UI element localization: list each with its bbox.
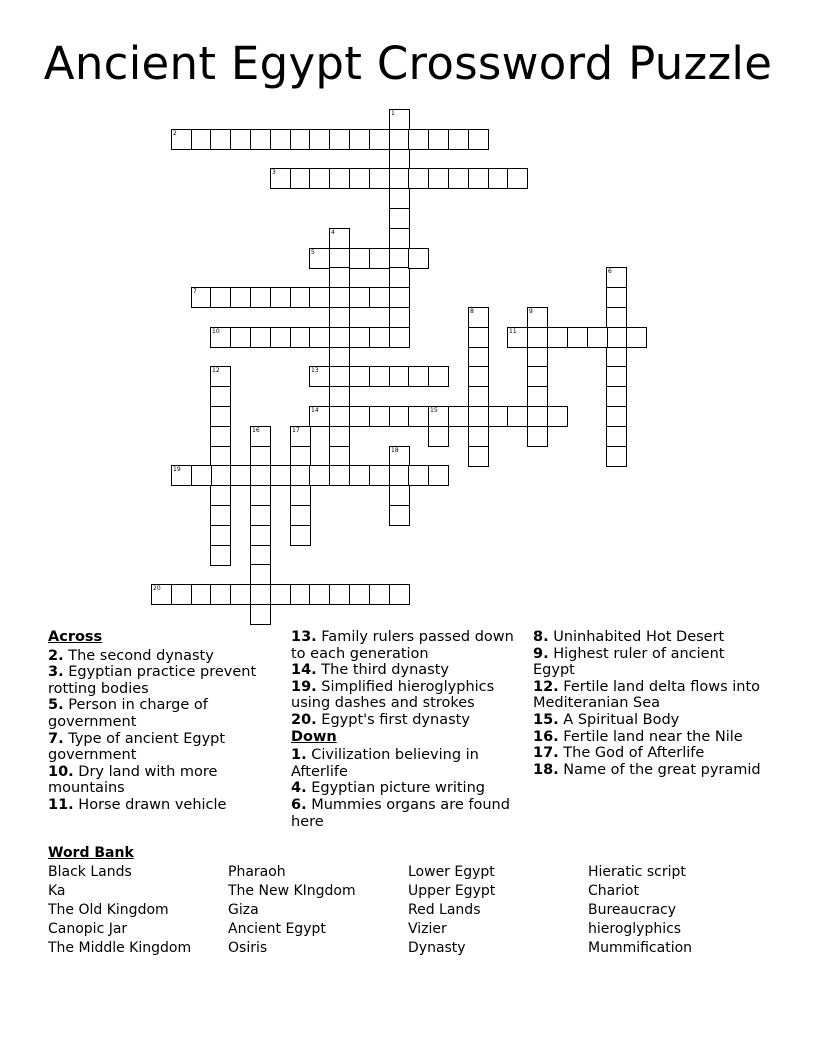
crossword-cell[interactable] xyxy=(468,327,489,348)
clue-across-19 xyxy=(291,679,523,712)
clue-number: 2. xyxy=(48,647,64,664)
word-bank-item: The Middle Kingdom xyxy=(48,940,192,956)
crossword-cell[interactable] xyxy=(329,327,350,348)
crossword-cell[interactable] xyxy=(270,584,291,605)
crossword-cell[interactable] xyxy=(270,287,291,308)
crossword-cell[interactable] xyxy=(369,168,390,189)
word-bank-item: The New KIngdom xyxy=(228,883,356,899)
crossword-cell[interactable] xyxy=(389,287,410,308)
crossword-cell[interactable] xyxy=(191,465,212,486)
crossword-cell[interactable] xyxy=(309,287,330,308)
crossword-cell[interactable] xyxy=(408,129,429,150)
clue-down-12 xyxy=(533,679,765,712)
crossword-cell[interactable] xyxy=(230,287,251,308)
down-header: Down xyxy=(291,728,337,745)
cell-number: 11 xyxy=(509,328,517,335)
crossword-cell[interactable] xyxy=(527,386,548,407)
clue-across-11 xyxy=(48,797,278,814)
crossword-cell[interactable] xyxy=(606,406,627,427)
crossword-cell[interactable] xyxy=(428,426,449,447)
clue-number: 16. xyxy=(533,728,559,745)
crossword-cell[interactable] xyxy=(329,446,350,467)
crossword-cell[interactable] xyxy=(171,465,192,486)
crossword-cell[interactable] xyxy=(270,168,291,189)
cell-number: 7 xyxy=(193,288,197,295)
crossword-cell[interactable] xyxy=(230,129,251,150)
clue-text: Mummies organs are found here xyxy=(291,796,510,830)
word-bank-item: Red Lands xyxy=(408,902,481,918)
crossword-cell[interactable] xyxy=(527,426,548,447)
crossword-cell[interactable] xyxy=(567,327,588,348)
crossword-cell[interactable] xyxy=(329,228,350,249)
crossword-cell[interactable] xyxy=(210,545,231,566)
crossword-cell[interactable] xyxy=(309,129,330,150)
word-bank-item: Canopic Jar xyxy=(48,921,128,937)
crossword-cell[interactable] xyxy=(290,465,311,486)
crossword-cell[interactable] xyxy=(309,406,330,427)
word-bank-item: Upper Egypt xyxy=(408,883,496,899)
crossword-cell[interactable] xyxy=(329,406,350,427)
word-bank-item: Osiris xyxy=(228,940,268,956)
word-bank-item: hieroglyphics xyxy=(588,921,682,937)
crossword-cell[interactable] xyxy=(428,366,449,387)
crossword-cell[interactable] xyxy=(428,406,449,427)
crossword-cell[interactable] xyxy=(389,129,410,150)
clue-text: Fertile land near the Nile xyxy=(563,728,743,745)
crossword-cell[interactable] xyxy=(389,485,410,506)
clue-text: Highest ruler of ancient Egypt xyxy=(533,645,725,679)
crossword-cell[interactable] xyxy=(210,287,231,308)
crossword-cell[interactable] xyxy=(290,446,311,467)
word-bank-item: Mummification xyxy=(588,940,693,956)
crossword-cell[interactable] xyxy=(210,505,231,526)
crossword-cell[interactable] xyxy=(428,465,449,486)
clue-down-1 xyxy=(291,747,523,780)
clue-across-7 xyxy=(48,731,278,764)
crossword-cell[interactable] xyxy=(210,485,231,506)
crossword-cell[interactable] xyxy=(527,366,548,387)
crossword-cell[interactable] xyxy=(389,149,410,170)
crossword-cell[interactable] xyxy=(290,485,311,506)
cell-number: 13 xyxy=(311,367,319,374)
crossword-cell[interactable] xyxy=(428,129,449,150)
crossword-cell[interactable] xyxy=(468,307,489,328)
clue-number: 1. xyxy=(291,747,307,764)
crossword-cell[interactable] xyxy=(488,168,509,189)
crossword-cell[interactable] xyxy=(507,327,528,348)
crossword-cell[interactable] xyxy=(171,584,192,605)
crossword-cell[interactable] xyxy=(329,584,350,605)
crossword-cell[interactable] xyxy=(389,208,410,229)
clue-down-8 xyxy=(533,629,765,646)
cell-number: 14 xyxy=(311,407,319,414)
crossword-cell[interactable] xyxy=(527,406,548,427)
crossword-cell[interactable] xyxy=(210,327,231,348)
crossword-cell[interactable] xyxy=(408,465,429,486)
clues-column-2 xyxy=(291,629,523,830)
crossword-cell[interactable] xyxy=(191,129,212,150)
clue-number: 12. xyxy=(533,678,559,695)
crossword-cell[interactable] xyxy=(329,426,350,447)
clue-across-3 xyxy=(48,664,278,697)
crossword-cell[interactable] xyxy=(349,366,370,387)
clue-text: Uninhabited Hot Desert xyxy=(553,629,725,645)
crossword-cell[interactable] xyxy=(250,505,271,526)
crossword-cell[interactable] xyxy=(606,347,627,368)
crossword-cell[interactable] xyxy=(250,287,271,308)
crossword-cell[interactable] xyxy=(151,584,172,605)
crossword-cell[interactable] xyxy=(389,307,410,328)
clue-number: 9. xyxy=(533,645,549,662)
word-bank-item: Lower Egypt xyxy=(408,864,495,880)
crossword-cell[interactable] xyxy=(369,366,390,387)
word-bank-item: Black Lands xyxy=(48,864,132,880)
cell-number: 8 xyxy=(470,308,474,315)
crossword-cell[interactable] xyxy=(349,129,370,150)
crossword-cell[interactable] xyxy=(329,248,350,269)
crossword-cell[interactable] xyxy=(270,129,291,150)
crossword-cell[interactable] xyxy=(309,248,330,269)
clue-across-13 xyxy=(291,629,523,662)
crossword-cell[interactable] xyxy=(408,406,429,427)
clue-number: 10. xyxy=(48,763,74,780)
crossword-cell[interactable] xyxy=(250,604,271,625)
clue-across-5 xyxy=(48,697,278,730)
crossword-cell[interactable] xyxy=(389,465,410,486)
word-bank-item: Vizier xyxy=(408,921,447,937)
crossword-cell[interactable] xyxy=(488,406,509,427)
crossword-cell[interactable] xyxy=(389,228,410,249)
crossword-cell[interactable] xyxy=(389,188,410,209)
crossword-cell[interactable] xyxy=(270,327,291,348)
crossword-cell[interactable] xyxy=(230,327,251,348)
word-bank-item: Chariot xyxy=(588,883,639,899)
crossword-cell[interactable] xyxy=(389,406,410,427)
crossword-cell[interactable] xyxy=(468,366,489,387)
crossword-cell[interactable] xyxy=(210,446,231,467)
crossword-cell[interactable] xyxy=(309,584,330,605)
across-header: Across xyxy=(48,629,103,645)
cell-number: 6 xyxy=(608,268,612,275)
crossword-cell[interactable] xyxy=(349,287,370,308)
crossword-cell[interactable] xyxy=(389,327,410,348)
crossword-cell[interactable] xyxy=(210,426,231,447)
cell-number: 18 xyxy=(391,447,399,454)
crossword-cell[interactable] xyxy=(290,287,311,308)
crossword-cell[interactable] xyxy=(606,446,627,467)
crossword-cell[interactable] xyxy=(369,465,390,486)
clue-text: Name of the great pyramid xyxy=(563,761,761,778)
crossword-cell[interactable] xyxy=(230,465,251,486)
cell-number: 3 xyxy=(272,169,276,176)
crossword-cell[interactable] xyxy=(329,307,350,328)
crossword-cell[interactable] xyxy=(507,406,528,427)
crossword-cell[interactable] xyxy=(210,386,231,407)
crossword-cell[interactable] xyxy=(389,446,410,467)
cell-number: 10 xyxy=(212,328,220,335)
cell-number: 9 xyxy=(529,308,533,315)
cell-number: 12 xyxy=(212,367,220,374)
cell-number: 17 xyxy=(292,427,300,434)
crossword-cell[interactable] xyxy=(448,129,469,150)
crossword-cell[interactable] xyxy=(527,347,548,368)
crossword-cell[interactable] xyxy=(349,248,370,269)
cell-number: 2 xyxy=(173,130,177,137)
clue-text: Horse drawn vehicle xyxy=(78,796,227,813)
clue-text: Person in charge of government xyxy=(48,697,208,730)
crossword-cell[interactable] xyxy=(507,168,528,189)
crossword-cell[interactable] xyxy=(250,129,271,150)
crossword-cell[interactable] xyxy=(547,327,568,348)
word-bank-item: The Old Kingdom xyxy=(48,902,169,918)
clue-number: 14. xyxy=(291,662,317,679)
cell-number: 4 xyxy=(331,229,335,236)
crossword-cell[interactable] xyxy=(606,267,627,288)
word-bank-column-3 xyxy=(408,863,495,958)
crossword-cell[interactable] xyxy=(210,465,231,486)
clue-number: 13. xyxy=(291,629,317,645)
crossword-cell[interactable] xyxy=(448,168,469,189)
clue-text: Simplified hieroglyphics using dashes and strokes xyxy=(291,678,495,712)
crossword-cell[interactable] xyxy=(369,129,390,150)
crossword-cell[interactable] xyxy=(389,505,410,526)
crossword-cell[interactable] xyxy=(210,584,231,605)
clue-number: 15. xyxy=(533,711,559,728)
clue-number: 6. xyxy=(291,796,307,813)
crossword-cell[interactable] xyxy=(290,327,311,348)
crossword-cell[interactable] xyxy=(250,525,271,546)
crossword-cell[interactable] xyxy=(210,366,231,387)
crossword-cell[interactable] xyxy=(309,366,330,387)
crossword-cell[interactable] xyxy=(389,366,410,387)
cell-number: 1 xyxy=(391,110,395,117)
crossword-cell[interactable] xyxy=(329,465,350,486)
crossword-cell[interactable] xyxy=(250,485,271,506)
crossword-cell[interactable] xyxy=(448,406,469,427)
clue-number: 18. xyxy=(533,761,559,778)
cell-number: 16 xyxy=(252,427,260,434)
clue-across-14 xyxy=(291,662,523,679)
word-bank-item: Dynasty xyxy=(408,940,466,956)
crossword-cell[interactable] xyxy=(606,386,627,407)
crossword-cell[interactable] xyxy=(349,584,370,605)
crossword-cell[interactable] xyxy=(210,525,231,546)
crossword-cell[interactable] xyxy=(626,327,647,348)
clue-down-4 xyxy=(291,780,523,797)
crossword-cell[interactable] xyxy=(369,327,390,348)
clue-down-6 xyxy=(291,797,523,830)
crossword-cell[interactable] xyxy=(369,287,390,308)
clue-text: The God of Afterlife xyxy=(563,745,705,762)
clue-number: 20. xyxy=(291,711,317,728)
clue-down-15 xyxy=(533,712,765,729)
crossword-cell[interactable] xyxy=(408,168,429,189)
cell-number: 19 xyxy=(173,466,181,473)
crossword-cell[interactable] xyxy=(329,287,350,308)
clue-number: 19. xyxy=(291,678,317,695)
crossword-cell[interactable] xyxy=(329,347,350,368)
crossword-cell[interactable] xyxy=(250,564,271,585)
clue-text: The third dynasty xyxy=(321,662,449,679)
crossword-cell[interactable] xyxy=(389,248,410,269)
crossword-cell[interactable] xyxy=(369,248,390,269)
clue-text: Egypt's first dynasty xyxy=(321,711,470,728)
word-bank-title: Word Bank xyxy=(48,845,134,861)
crossword-cell[interactable] xyxy=(290,129,311,150)
clue-number: 7. xyxy=(48,730,64,747)
clue-number: 3. xyxy=(48,664,64,681)
crossword-cell[interactable] xyxy=(250,545,271,566)
word-bank-column-4 xyxy=(588,863,692,958)
clue-number: 11. xyxy=(48,796,74,813)
word-bank-item: Pharaoh xyxy=(228,864,286,880)
crossword-cell[interactable] xyxy=(468,386,489,407)
crossword-cell[interactable] xyxy=(606,426,627,447)
crossword-cell[interactable] xyxy=(389,168,410,189)
crossword-cell[interactable] xyxy=(547,406,568,427)
crossword-cell[interactable] xyxy=(250,327,271,348)
crossword-cell[interactable] xyxy=(191,287,212,308)
clue-across-20 xyxy=(291,712,523,729)
crossword-cell[interactable] xyxy=(270,465,291,486)
word-bank-column-1 xyxy=(48,863,191,958)
crossword-cell[interactable] xyxy=(468,129,489,150)
clue-down-18 xyxy=(533,762,765,779)
clue-text: Fertile land delta flows into Mediteranian Sea xyxy=(533,678,761,712)
crossword-cell[interactable] xyxy=(309,168,330,189)
crossword-cell[interactable] xyxy=(329,129,350,150)
word-bank-item: Ancient Egypt xyxy=(228,921,326,937)
crossword-cell[interactable] xyxy=(389,267,410,288)
crossword-cell[interactable] xyxy=(329,168,350,189)
crossword-cell[interactable] xyxy=(230,584,251,605)
crossword-cell[interactable] xyxy=(369,584,390,605)
clues-column-3 xyxy=(533,629,765,778)
crossword-cell[interactable] xyxy=(290,168,311,189)
crossword-cell[interactable] xyxy=(250,465,271,486)
crossword-cell[interactable] xyxy=(468,347,489,368)
word-bank-item: Hieratic script xyxy=(588,864,686,880)
cell-number: 20 xyxy=(153,585,161,592)
crossword-cell[interactable] xyxy=(468,426,489,447)
crossword-cell[interactable] xyxy=(606,327,627,348)
crossword-cell[interactable] xyxy=(527,327,548,348)
clue-across-10 xyxy=(48,764,278,797)
clue-text: Egyptian picture writing xyxy=(311,780,485,797)
crossword-cell[interactable] xyxy=(309,465,330,486)
word-bank-column-2 xyxy=(228,863,356,958)
crossword-cell[interactable] xyxy=(389,584,410,605)
crossword-cell[interactable] xyxy=(349,168,370,189)
crossword-cell[interactable] xyxy=(250,426,271,447)
crossword-cell[interactable] xyxy=(468,446,489,467)
crossword-cell[interactable] xyxy=(468,406,489,427)
crossword-cell[interactable] xyxy=(210,406,231,427)
clue-down-16 xyxy=(533,729,765,746)
crossword-cell[interactable] xyxy=(171,129,192,150)
crossword-cell[interactable] xyxy=(329,267,350,288)
crossword-cell[interactable] xyxy=(290,426,311,447)
crossword-cell[interactable] xyxy=(290,584,311,605)
clue-down-17 xyxy=(533,745,765,762)
clue-text: A Spiritual Body xyxy=(563,711,680,728)
clue-text: Civilization believing in Afterlife xyxy=(291,747,479,780)
crossword-cell[interactable] xyxy=(210,129,231,150)
clues-column-1 xyxy=(48,629,278,814)
word-bank-item: Giza xyxy=(228,902,259,918)
crossword-cell[interactable] xyxy=(369,406,390,427)
page-title: Ancient Egypt Crossword Puzzle xyxy=(43,37,773,90)
crossword-cell[interactable] xyxy=(250,446,271,467)
crossword-cell[interactable] xyxy=(290,505,311,526)
crossword-cell[interactable] xyxy=(606,307,627,328)
crossword-cell[interactable] xyxy=(349,465,370,486)
clue-number: 17. xyxy=(533,745,559,762)
clue-number: 5. xyxy=(48,697,64,714)
crossword-cell[interactable] xyxy=(349,406,370,427)
clue-text: The second dynasty xyxy=(68,647,214,664)
crossword-cell[interactable] xyxy=(527,307,548,328)
crossword-cell[interactable] xyxy=(587,327,608,348)
clue-text: Family rulers passed down to each generation xyxy=(291,629,514,662)
clue-text: Type of ancient Egypt government xyxy=(48,730,226,764)
crossword-cell[interactable] xyxy=(606,287,627,308)
crossword-cell[interactable] xyxy=(309,327,330,348)
crossword-cell[interactable] xyxy=(250,584,271,605)
word-bank-item: Ka xyxy=(48,883,66,899)
crossword-cell[interactable] xyxy=(606,366,627,387)
crossword-cell[interactable] xyxy=(191,584,212,605)
crossword-cell[interactable] xyxy=(468,168,489,189)
clue-text: Egyptian practice prevent rotting bodies xyxy=(48,664,257,697)
crossword-cell[interactable] xyxy=(349,327,370,348)
cell-number: 15 xyxy=(430,407,438,414)
crossword-cell[interactable] xyxy=(408,366,429,387)
cell-number: 5 xyxy=(311,249,315,256)
crossword-cell[interactable] xyxy=(389,109,410,130)
crossword-cell[interactable] xyxy=(329,366,350,387)
word-bank-item: Bureaucracy xyxy=(588,902,677,918)
crossword-cell[interactable] xyxy=(290,525,311,546)
clue-number: 4. xyxy=(291,780,307,797)
crossword-cell[interactable] xyxy=(329,386,350,407)
clue-number: 8. xyxy=(533,629,549,645)
clue-across-2 xyxy=(48,648,278,665)
clue-text: Dry land with more mountains xyxy=(48,763,218,797)
crossword-cell[interactable] xyxy=(408,248,429,269)
crossword-cell[interactable] xyxy=(428,168,449,189)
clue-down-9 xyxy=(533,646,765,679)
